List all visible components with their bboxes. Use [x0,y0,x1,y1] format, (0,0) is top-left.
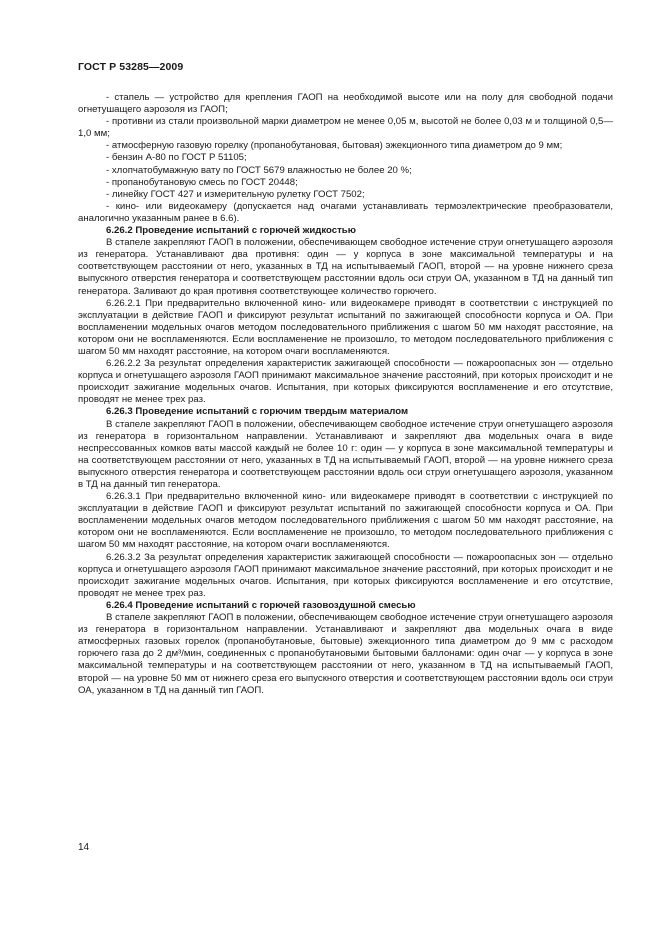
list-item: - кино- или видеокамеру (допускается над очагами устанавливать термоэлектрические преобразователи, аналогично указанным ранее в 6.6). [78,200,613,224]
list-item: - линейку ГОСТ 427 и измерительную рулетку ГОСТ 7502; [106,188,365,200]
paragraph: В стапеле закрепляют ГАОП в положении, обеспечивающем свободное истечение струи огнетушащего аэрозоля из генератора в горизонтальном направлении. Устанавливают и закрепляют два модельных очага в виде неспрессованных комков ваты массой каждый не более 10 г: один — у корпуса в зоне максимальной температуры и на соответствующем расстоянии от него, указанных в ТД на испытываемый ГАОП, второй — на уровне нижнего среза выпускного отверстия генератора и соответствующем расстоянии вдоль оси струи огнетушащего аэрозоля, указанном в ТД на данный тип генератора. [78,418,613,490]
document-body [78,92,613,697]
list-item: - пропанобутановую смесь по ГОСТ 20448; [106,176,298,188]
list-item: - атмосферную газовую горелку (пропанобутановая, бытовая) эжекционного типа диаметром до 9 мм; [106,140,563,152]
list-item: - бензин А-80 по ГОСТ Р 51105; [106,152,247,164]
list-item: - хлопчатобумажную вату по ГОСТ 5679 влажностью не более 20 %; [106,164,412,176]
paragraph: В стапеле закрепляют ГАОП в положении, обеспечивающем свободное истечение струи огнетушащего аэрозоля из генератора в горизонтальном направлении. Устанавливают и закрепляют два модельных очага в виде атмосферных газовых горелок (пропанобутановые, бытовые) эжекционного типа диаметром до 9 мм с расходом горючего газа до 2 дм³/мин, соединенных с пропанобутановыми бытовыми баллонами: один очаг — у корпуса в зоне максимальной температуры и на соответствующем расстоянии от него, указанном в ТД на испытываемый ГАОП, второй — на уровне 50 мм от нижнего среза его выпускного отверстия и соответствующем расстоянии вдоль оси струи ОА, указанном в ТД на данный тип ГАОП. [78,612,613,696]
paragraph: В стапеле закрепляют ГАОП в положении, обеспечивающем свободное истечение струи огнетушащего аэрозоля из генератора. Устанавливают два противня: один — у корпуса в зоне максимальной температуры и на соответствующем расстоянии от него, указанных в ТД на испытываемый ГАОП, второй — на уровне нижнего среза выпускного отверстия генератора и соответствующем расстоянии вдоль оси струи ОА, указанном в ТД на данный тип генератора. Заливают до края противня соответствующее количество горючего. [78,237,613,297]
standard-designation: ГОСТ Р 53285—2009 [78,61,184,73]
paragraph: 6.26.3.2 За результат определения характеристик зажигающей способности — пожароопасных зон — отдельно корпуса и огнетушащего аэрозоля ГАОП принимают максимальное значение расстояний, при которых происходит и не происходит зажигание модельных очагов. Испытания, при которых фиксируются воспламенение и его отсутствие, проводят не менее трех раз. [78,551,613,599]
paragraph: 6.26.3.1 При предварительно включенной кино- или видеокамере приводят в соответствии с инструкцией по эксплуатации в действие ГАОП и фиксируют результат испытаний по зажигающей способности корпуса и ОА. При воспламенении модельных очагов методом последовательного приближения с шагом 50 мм находят расстояние, на котором они не воспламеняются. Если воспламенение не произошло, то методом последовательного приближения с шагом 50 мм находят расстояние, на котором очаги воспламеняются. [78,491,613,551]
paragraph: 6.26.2.2 За результат определения характеристик зажигающей способности — пожароопасных зон — отдельно корпуса и огнетушащего аэрозоля ГАОП принимают максимальное значение расстояний, при которых происходит и не происходит зажигание модельных очагов. Испытания, при которых фиксируются воспламенение и его отсутствие, проводят не менее трех раз. [78,358,613,406]
section-heading: 6.26.3 Проведение испытаний с горючим твердым материалом [106,406,409,418]
section-heading: 6.26.4 Проведение испытаний с горючей газовоздушной смесью [106,599,416,611]
paragraph: 6.26.2.1 При предварительно включенной кино- или видеокамере приводят в соответствии с инструкцией по эксплуатации в действие ГАОП и фиксируют результат испытаний по зажигающей способности корпуса и ОА. При воспламенении модельных очагов методом последовательного приближения с шагом 50 мм находят расстояние, на котором они не воспламеняются. Если воспламенение не произошло, то методом последовательного приближения с шагом 50 мм находят расстояние, на котором очаги воспламеняются. [78,297,613,357]
list-item: - стапель — устройство для крепления ГАОП на необходимой высоте или на полу для свободной подачи огнетушащего аэрозоля из ГАОП; [78,92,613,116]
list-item: - противни из стали произвольной марки диаметром не менее 0,05 м, высотой не более 0,03 м и толщиной 0,5—1,0 мм; [78,116,613,140]
page-number: 14 [78,842,90,853]
section-heading: 6.26.2 Проведение испытаний с горючей жидкостью [106,225,356,237]
